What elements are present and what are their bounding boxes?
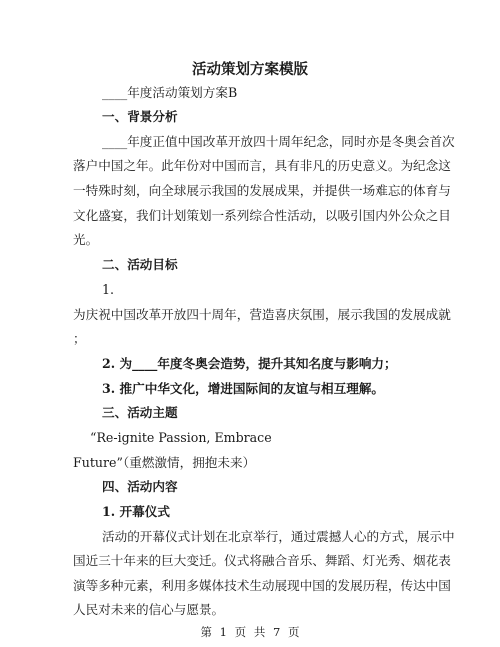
paragraph-line: 演等多种元素，利用多媒体技术生动展现中国的发展历程，传达中国 <box>73 578 451 593</box>
subsection-heading-opening: 1. 开幕仪式 <box>102 504 170 519</box>
paragraph-line: 活动的开幕仪式计划在北京举行，通过震撼人心的方式，展示中 <box>102 529 455 544</box>
paragraph-line: 人民对未来的信心与愿景。 <box>73 602 225 617</box>
paragraph-line: 一特殊时刻，向全球展示我国的发展成果，并提供一场难忘的体育与 <box>73 183 451 198</box>
list-item-line: ； <box>73 331 86 346</box>
section-heading-background: 一、背景分析 <box>102 109 178 124</box>
section-heading-content: 四、活动内容 <box>102 479 178 494</box>
page-number: 第 1 页 共 7 页 <box>200 625 300 639</box>
paragraph-line: 落户中国之年。此年份对中国而言，具有非凡的历史意义。为纪念这 <box>73 158 451 173</box>
list-number: 1. <box>102 282 115 297</box>
list-item-goal-2: 2. 为____年度冬奥会造势，提升其知名度与影响力； <box>102 356 397 371</box>
document-subtitle: ____年度活动策划方案B <box>102 85 238 100</box>
paragraph-line: 光。 <box>73 232 99 247</box>
paragraph-line: ____年度正值中国改革开放四十周年纪念，同时亦是冬奥会首次 <box>102 134 455 149</box>
theme-line: Future”（重燃激情，拥抱未来） <box>73 455 256 470</box>
section-heading-goals: 二、活动目标 <box>102 257 178 272</box>
paragraph-line: 国近三十年来的巨大变迁。仪式将融合音乐、舞蹈、灯光秀、烟花表 <box>73 553 451 568</box>
list-item-goal-3: 3. 推广中华文化，增进国际间的友谊与相互理解。 <box>102 381 385 396</box>
list-item-line: 为庆祝中国改革开放四十周年，营造喜庆氛围，展示我国的发展成就 <box>73 307 451 322</box>
paragraph-line: 文化盛宴，我们计划策划一系列综合性活动，以吸引国内外公众之目 <box>73 208 451 223</box>
section-heading-theme: 三、活动主题 <box>102 405 178 420</box>
theme-line: “Re-ignite Passion, Embrace <box>90 430 272 445</box>
document-title: 活动策划方案模版 <box>192 61 308 78</box>
